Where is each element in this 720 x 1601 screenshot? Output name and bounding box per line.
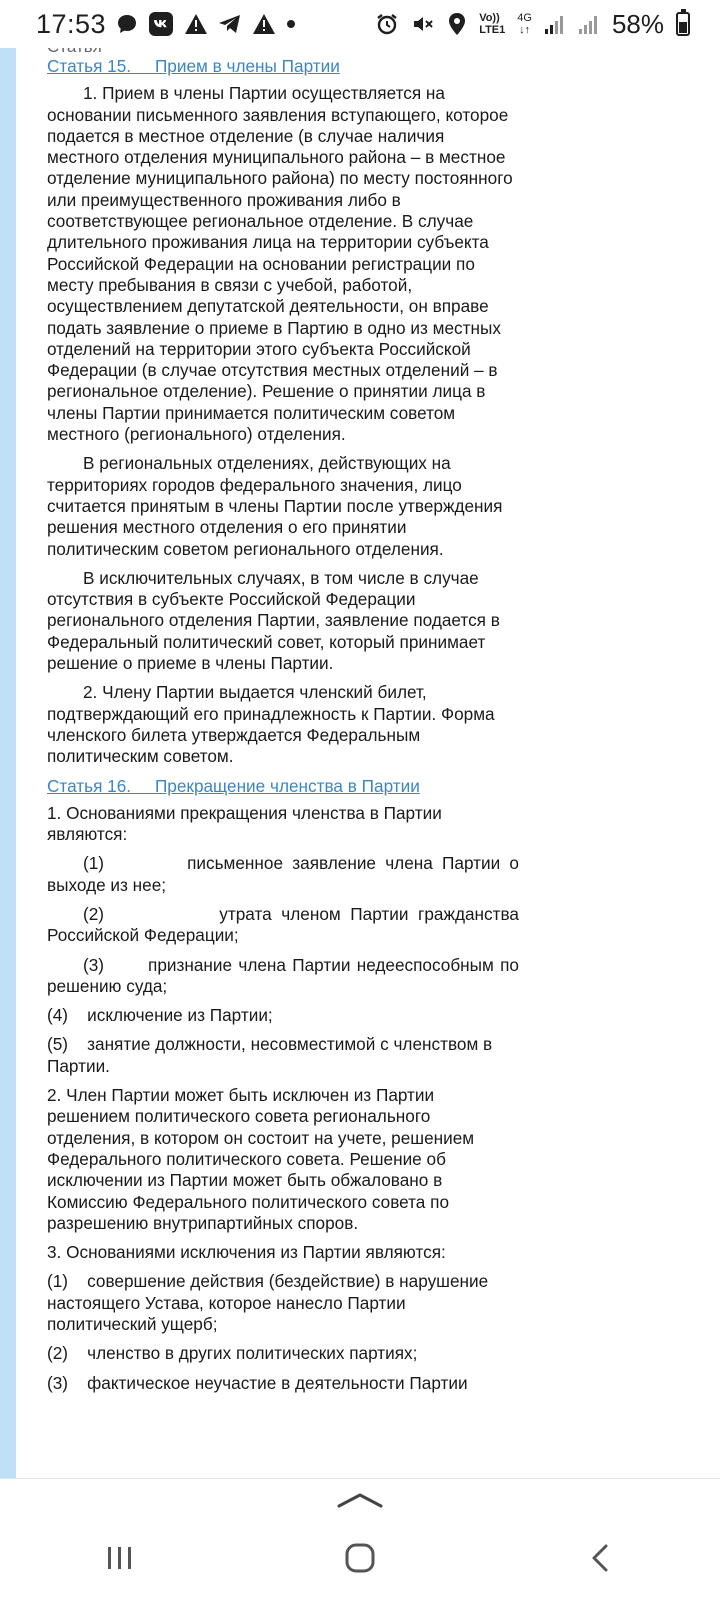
network-labels [479,12,505,36]
chevron-up-icon[interactable] [336,1491,384,1509]
ground-text: признание члена Партии недееспособным по решению суда; [47,954,519,996]
back-icon [589,1543,611,1573]
document-page [47,42,519,1402]
article-15-paragraph-1: 1. Прием в члены Партии осуществляется на основании письменного заявления вступающего, которое подается в местное отделение (в случае наличия местного отделения муниципального района – в местное отделение муниципального района) по месту постоянного или преимущественного проживания либо в соответствующее региональное отделение. В случае длительного проживания лица на территории субъекта Российской Федерации на основании регистрации по месту пребывания в связи с учебой, работой, осуществлением депутатской деятельности, он вправе подать заявление о приеме в Партию в одно из местных отделений на территории этого субъекта Российской Федерации (в случае отсутствия местных отделений – в региональное отделение). Решение о принятии лица в члены Партии принимается политическим советом местного (регионального) отделения. [47,83,513,445]
status-time: 17:53 [36,8,107,39]
exclusion-item-1 [47,1271,519,1335]
exclusion-num: (3) [47,1372,69,1393]
ground-num: (1) [83,853,105,874]
mute-icon [411,12,435,36]
location-icon [447,12,467,36]
battery-icon [676,12,690,36]
warning-icon-2 [252,13,276,35]
article-15-heading[interactable]: Статья 15. Прием в члены Партии [47,56,340,76]
system-navigation-bar [0,1515,720,1601]
lte-label: LTE1 [479,24,506,36]
ground-item-3 [47,955,519,998]
bottom-panel [0,1478,720,1601]
exclusion-text: совершение действия (бездействие) в нарушение настоящего Устава, которое нанесло Партии политический ущерб; [47,1271,489,1335]
ground-item-2 [47,904,519,947]
signal-icon [544,13,566,35]
back-button[interactable] [560,1528,640,1588]
vk-icon [148,11,174,37]
home-icon [344,1542,376,1574]
net-type [517,12,532,36]
ground-item-4 [47,1005,519,1026]
article-15-paragraph-3: В исключительных случаях, в том числе в случае отсутствия в субъекте Российской Федерации регионального отделения Партии, заявление подается в Федеральный политический совет, который принимает решение о приеме в члены Партии. [47,567,500,674]
exclusion-item-3 [47,1373,519,1394]
alarm-icon [375,12,399,36]
battery-percent: 58% [611,8,664,39]
ground-text: письменное заявление члена Партии о выходе из нее; [47,853,519,895]
ground-text: утрата членом Партии гражданства Российской Федерации; [47,903,519,946]
ground-num: (4) [47,1005,69,1026]
data-arrows-icon: ↓↑ [519,24,531,36]
exclusion-item-2 [47,1343,519,1364]
document-viewer[interactable] [0,48,720,1478]
net-type-label: 4G [517,12,532,24]
notification-icons [116,11,296,37]
article-16-intro: 1. Основаниями прекращения членства в Партии являются: [47,802,442,845]
article-15-paragraph-2: В региональных отделениях, действующих на территориях городов федерального значения, лицо считается принятым в члены Партии после утверждения решения местного отделения о его принятии политическим советом регионального отделения. [47,453,503,559]
left-scroll-rail [0,48,16,1478]
signal-icon-2 [578,13,600,35]
ground-num: (5) [47,1034,69,1055]
status-right-icons [375,0,690,48]
status-bar [0,0,720,48]
ground-num: (2) [83,903,105,924]
ground-item-5 [47,1034,519,1077]
volte-label: Vo)) [479,12,500,24]
ground-item-1 [47,853,519,896]
recent-apps-button[interactable] [80,1528,160,1588]
exclusion-text: фактическое неучастие в деятельности Партии [87,1372,468,1393]
exclusion-num: (1) [47,1271,69,1292]
more-notifications-dot-icon [286,19,296,29]
article-16-paragraph-3: 3. Основаниями исключения из Партии являются: [47,1242,446,1263]
telegram-icon [218,13,242,35]
chat-bubble-icon [116,13,138,35]
home-button[interactable] [320,1528,400,1588]
exclusion-num: (2) [47,1343,69,1364]
ground-text: занятие должности, несовместимой с членством в Партии. [47,1034,493,1076]
recent-apps-icon [106,1545,134,1571]
article-16-heading[interactable]: Статья 16. Прекращение членства в Партии [47,775,420,796]
warning-icon [184,13,208,35]
ground-num: (3) [83,954,105,975]
article-15-paragraph-4: 2. Члену Партии выдается членский билет, подтверждающий его принадлежность к Партии. Форма членского билета утверждается Федеральным политическим советом. [47,682,495,767]
ground-text: исключение из Партии; [87,1005,273,1026]
article-16-paragraph-2: 2. Член Партии может быть исключен из Партии решением политического совета регионального отделения, в котором он состоит на учете, решением Федерального политического совета. Решение об исключении из Партии может быть обжаловано в Комиссию Федерального политического совета по разрешению внутрипартийных споров. [47,1085,475,1233]
exclusion-text: членство в других политических партиях; [87,1343,418,1364]
